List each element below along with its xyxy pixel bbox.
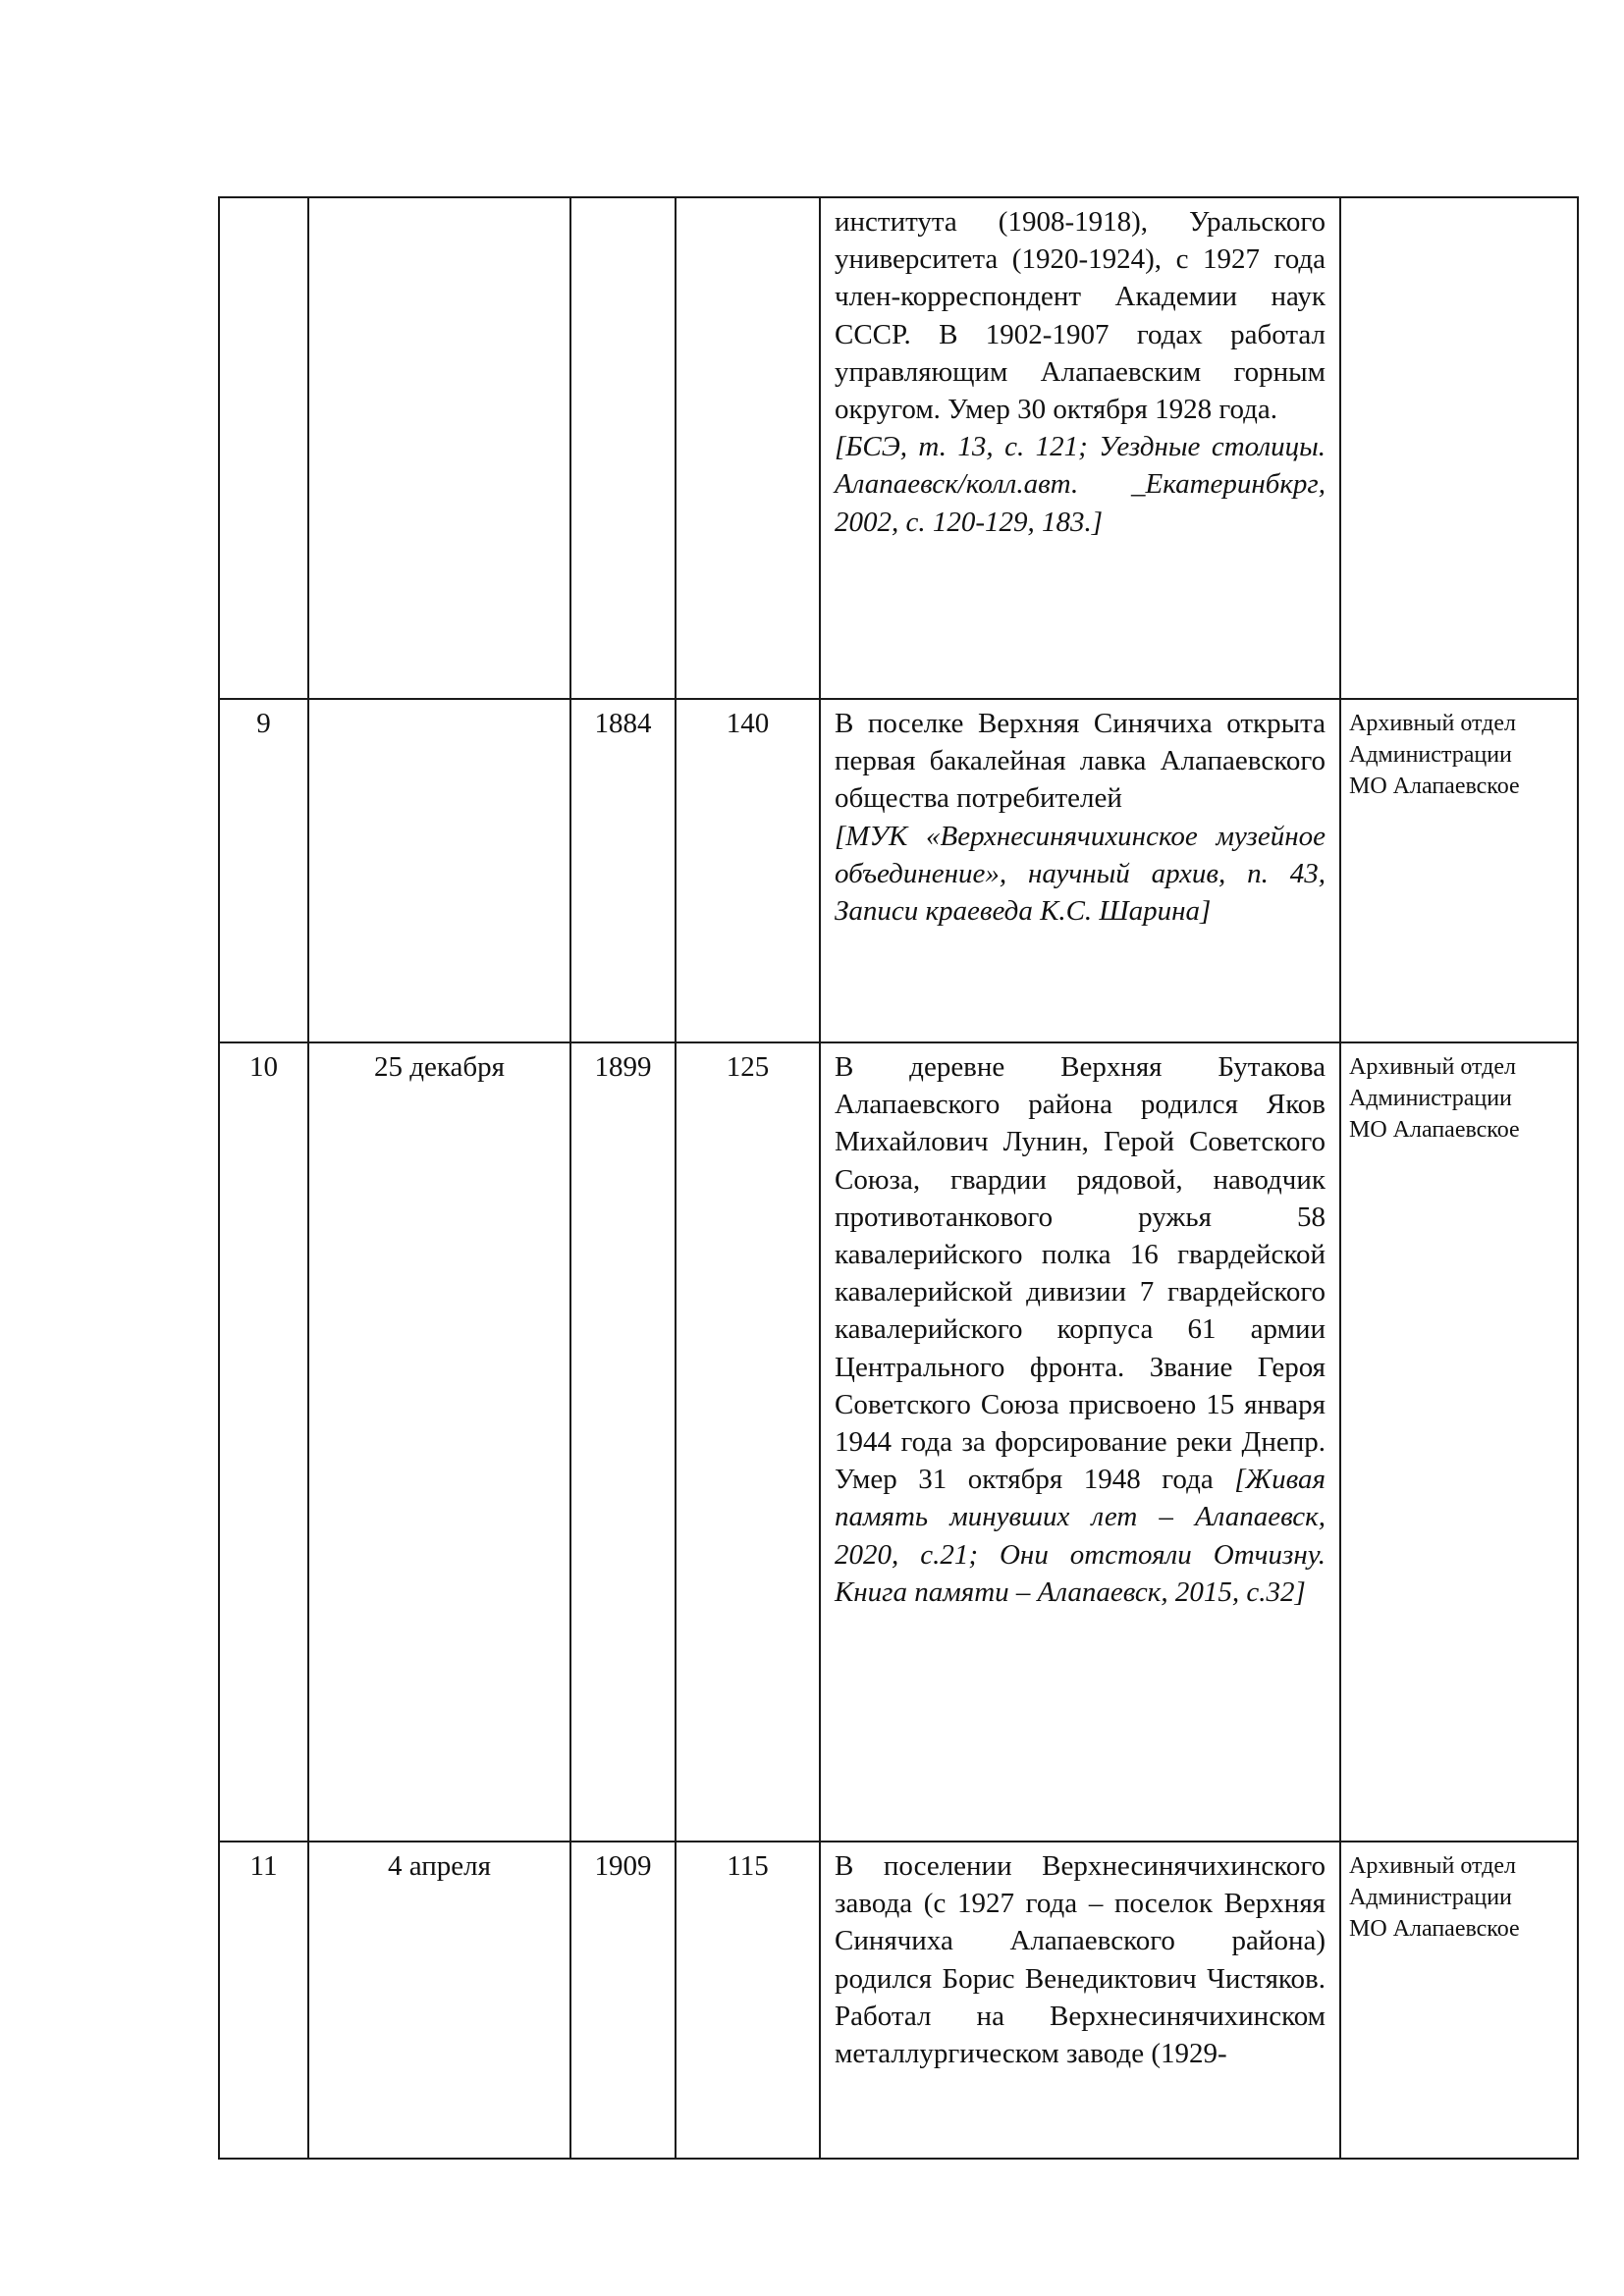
archive-source-line: Архивный отдел bbox=[1349, 1054, 1517, 1080]
event-text: института (1908-1918), Уральского университета (1920-1924), с 1927 года член-корреспондент Академии наук СССР. В 1902-1907 годах работал управляющим Алапаевским горным округом. Умер 30 октября 1928 года. bbox=[835, 206, 1326, 426]
event-year: 1909 bbox=[570, 1842, 676, 2159]
event-description-cell bbox=[820, 197, 1340, 699]
event-reference: [Живая память минувших лет – Алапаевск, 2020, с.21; Они отстояли Отчизну. Книга памяти – Алапаевск, 2015, с.32] bbox=[835, 1464, 1326, 1608]
archive-source-line: МО Алапаевское bbox=[1349, 1117, 1520, 1143]
table-row bbox=[219, 1042, 1578, 1842]
archive-source-line: Администрации bbox=[1349, 742, 1512, 768]
row-number: 10 bbox=[219, 1042, 308, 1842]
anniversary-years: 140 bbox=[676, 699, 820, 1042]
events-table bbox=[218, 196, 1579, 2160]
event-description-cell bbox=[820, 699, 1340, 1042]
event-reference: [БСЭ, т. 13, с. 121; Уездные столицы. Алапаевск/колл.авт. _Екатеринбкрг, 2002, с. 120-129, 183.] bbox=[835, 431, 1326, 538]
archive-source-cell bbox=[1340, 699, 1578, 1042]
event-reference: [МУК «Верхнесинячихинское музейное объединение», научный архив, п. 43, Записи краеведа К.С. Шарина] bbox=[835, 820, 1326, 928]
archive-source-line: Администрации bbox=[1349, 1885, 1512, 1910]
event-description-cell bbox=[820, 1042, 1340, 1842]
anniversary-years: 115 bbox=[676, 1842, 820, 2159]
archive-source-cell bbox=[1340, 1842, 1578, 2159]
row-number: 11 bbox=[219, 1842, 308, 2159]
anniversary-years bbox=[676, 197, 820, 699]
event-year: 1884 bbox=[570, 699, 676, 1042]
archive-source-line: Администрации bbox=[1349, 1086, 1512, 1111]
event-text: В поселении Верхнесинячихинского завода (с 1927 года – поселок Верхняя Синячиха Алапаевского района) родился Борис Венедиктович Чистяков. Работал на Верхнесинячихинском металлургическом заводе (1929- bbox=[835, 1850, 1326, 2070]
event-text: В поселке Верхняя Синячиха открыта первая бакалейная лавка Алапаевского общества потребителей bbox=[835, 708, 1326, 815]
event-date: 4 апреля bbox=[308, 1842, 570, 2159]
archive-source-cell bbox=[1340, 1042, 1578, 1842]
archive-source-line: Архивный отдел bbox=[1349, 1853, 1517, 1879]
archive-source-line: МО Алапаевское bbox=[1349, 1916, 1520, 1942]
archive-source-cell bbox=[1340, 197, 1578, 699]
row-number: 9 bbox=[219, 699, 308, 1042]
table-row bbox=[219, 197, 1578, 699]
event-date bbox=[308, 197, 570, 699]
event-date: 25 декабря bbox=[308, 1042, 570, 1842]
table-row bbox=[219, 699, 1578, 1042]
archive-source-line: МО Алапаевское bbox=[1349, 774, 1520, 799]
event-description-cell bbox=[820, 1842, 1340, 2159]
event-year bbox=[570, 197, 676, 699]
event-text: В деревне Верхняя Бутакова Алапаевского района родился Яков Михайлович Лунин, Герой Советского Союза, гвардии рядовой, наводчик противотанкового ружья 58 кавалерийского полка 16 гвардейской кавалерийской дивизии 7 гвардейского кавалерийского корпуса 61 армии Центрального фронта. Звание Героя Советского Союза присвоено 15 января 1944 года за форсирование реки Днепр. Умер 31 октября 1948 года bbox=[835, 1051, 1326, 1496]
row-number bbox=[219, 197, 308, 699]
table-row bbox=[219, 1842, 1578, 2159]
event-date bbox=[308, 699, 570, 1042]
anniversary-years: 125 bbox=[676, 1042, 820, 1842]
archive-source-line: Архивный отдел bbox=[1349, 711, 1517, 736]
event-year: 1899 bbox=[570, 1042, 676, 1842]
